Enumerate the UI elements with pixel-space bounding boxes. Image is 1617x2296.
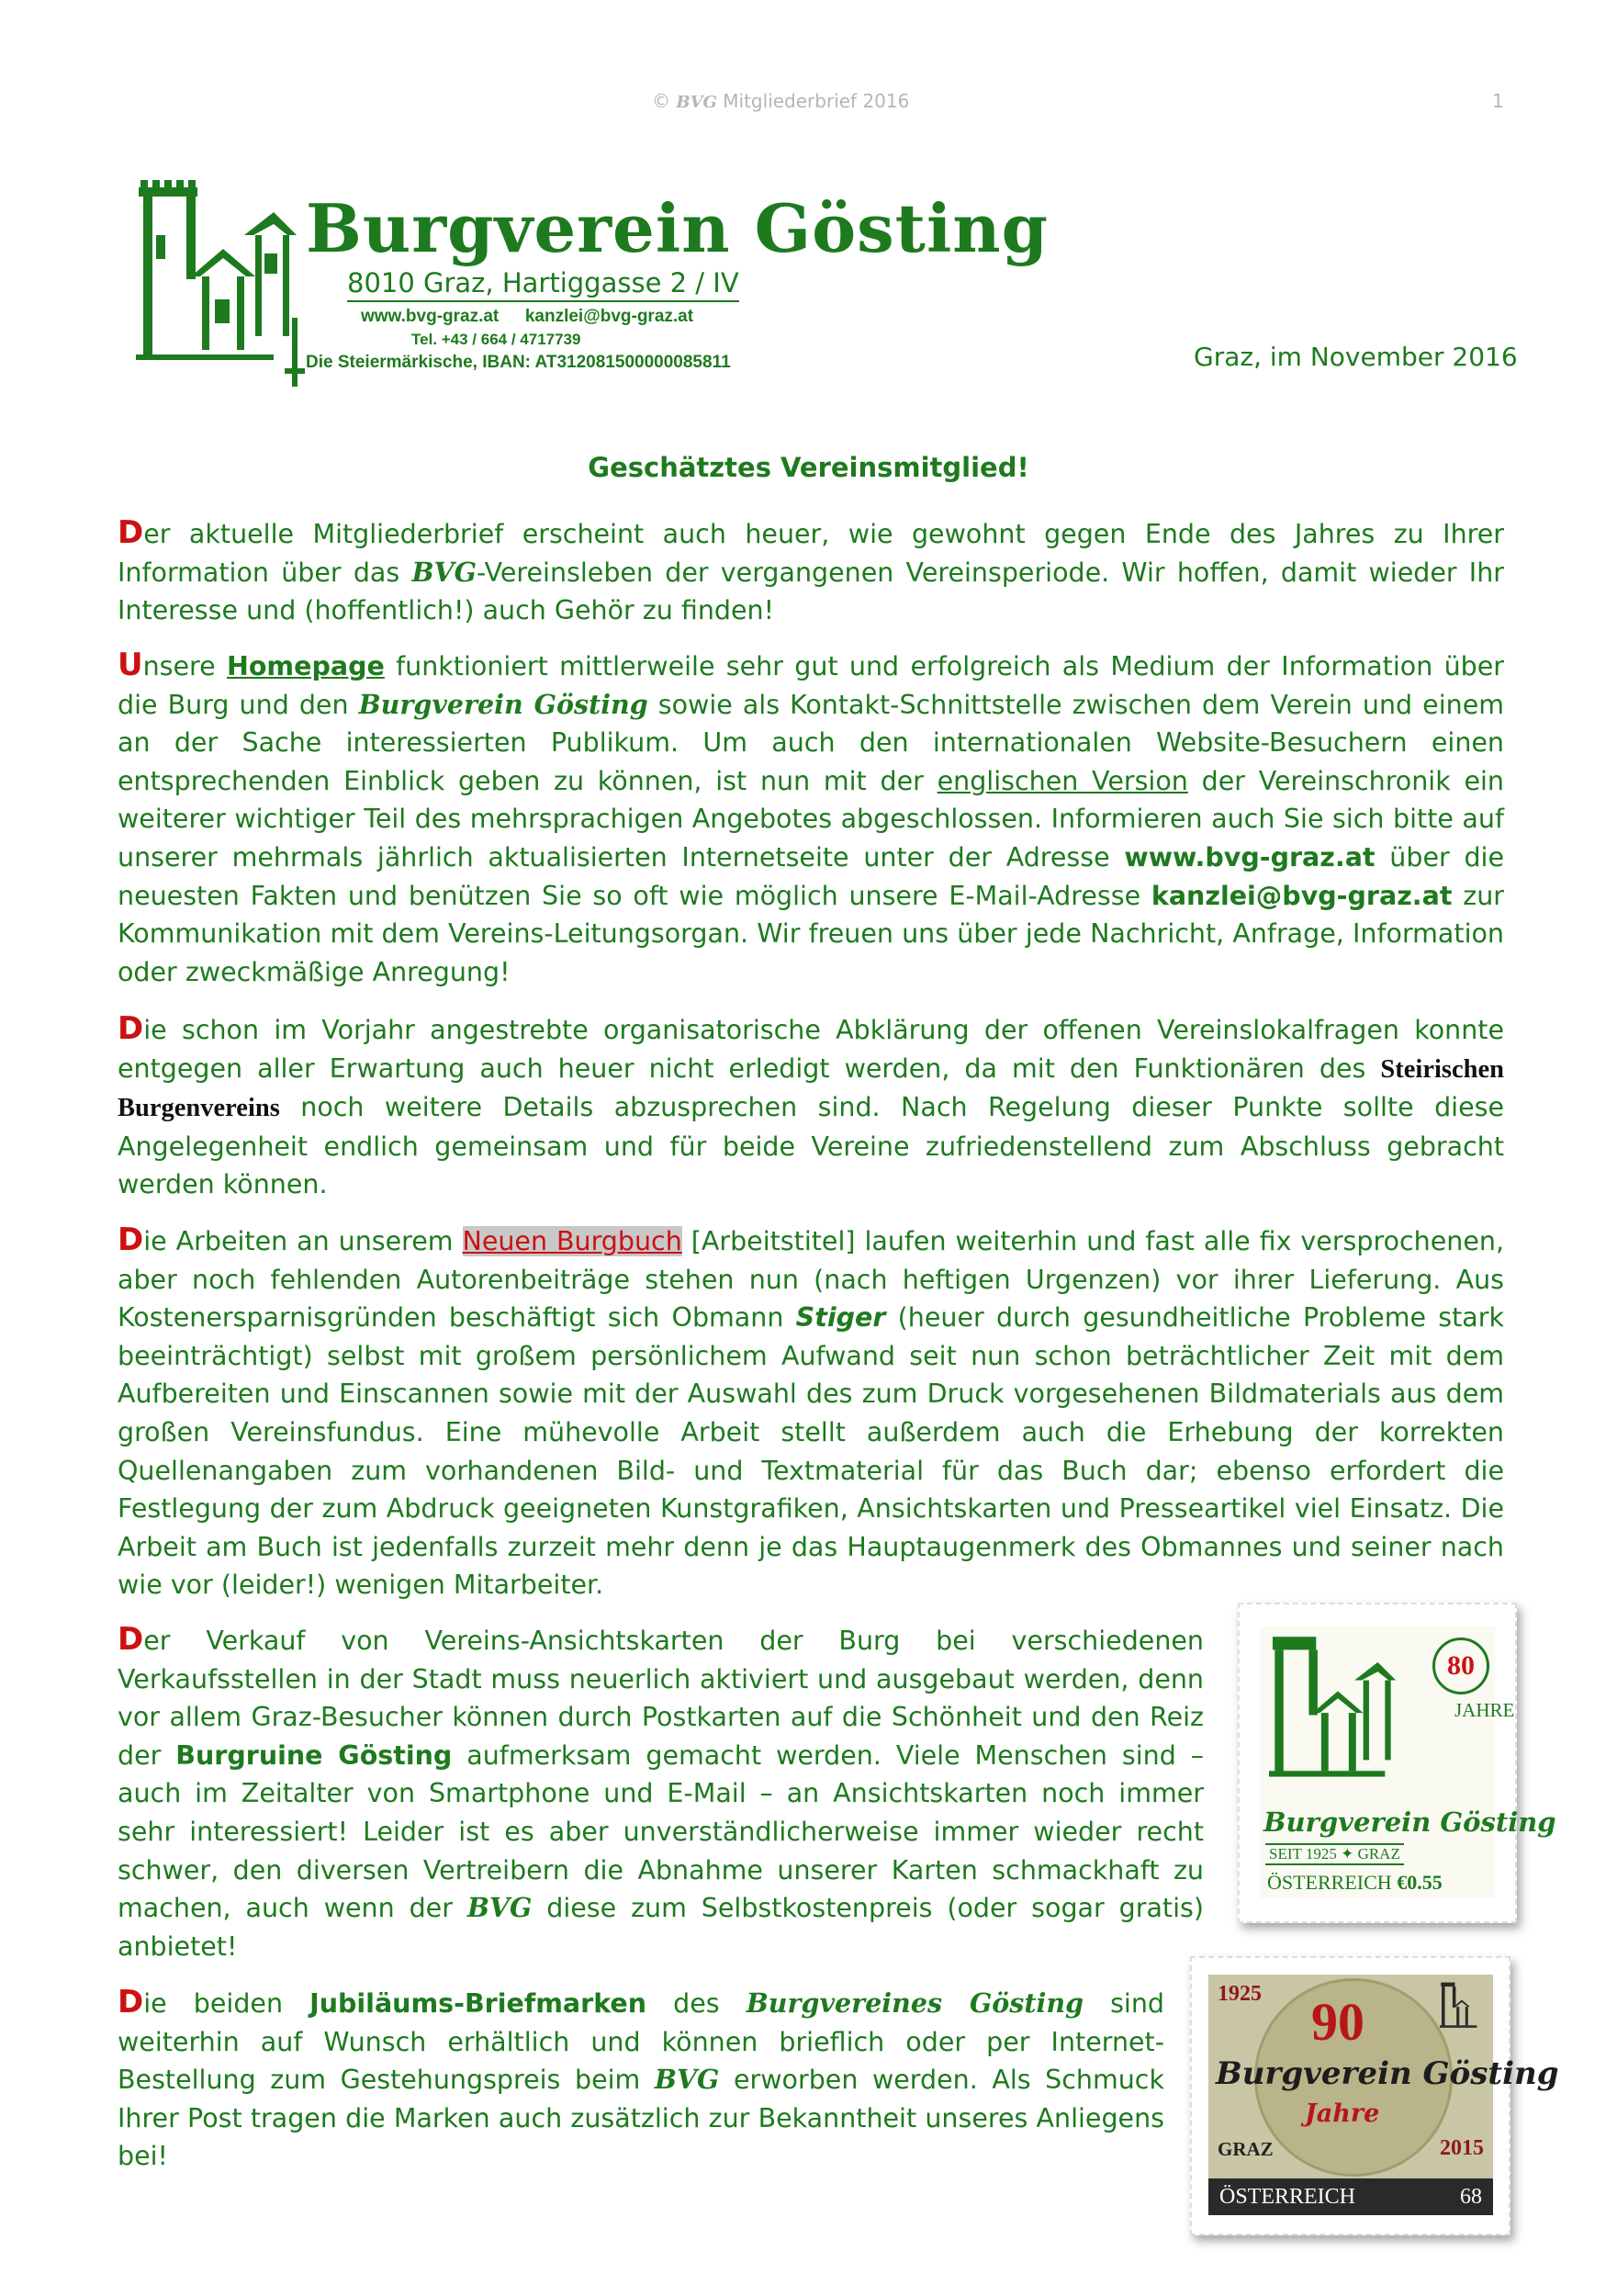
stamp-80-country: ÖSTERREICH [1267,1871,1392,1894]
club-name: Burgverein Gösting [306,189,1049,267]
header-doc-title: Mitgliederbrief 2016 [723,90,910,112]
stamp-90-subtitle: Jahre [1305,2099,1380,2128]
stamp-90-country: ÖSTERREICH [1219,2185,1356,2209]
paragraph-text: er aktuelle Mitgliederbrief erscheint auch heuer, wie gewohnt gegen Ende des Jahres zu Ihrer Information über das [118,519,1504,588]
dateline: Graz, im November 2016 [1194,342,1518,372]
paragraph-text: sowie als Kontakt-Schnittstelle zwischen dem Verein und einem an der Sache interessierten Publikum. Um auch den internationalen Website-Besuchern einen entsprechenden Einblick geben zu können, ist nun mit der [118,689,1504,796]
salutation: Geschätztes Vereinsmitglied! [588,452,1029,483]
paragraph-text: funktioniert mittlerweile sehr gut und erfolgreich als Medium der Information über die Burg und den [118,651,1504,720]
paragraph-text: über die neuesten Fakten und benützen Sie so oft wie möglich unsere E-Mail-Adresse [118,841,1504,911]
paragraph-stamps [118,1984,1164,2176]
paragraph-text: des [646,1988,747,2019]
stamp-80-years [1238,1603,1556,1923]
stamp-80-number: 80 [1432,1638,1489,1694]
homepage-link[interactable]: Homepage [227,651,385,681]
letterhead [136,180,1049,391]
club-phone: Tel. +43 / 664 / 4717739 [411,331,581,348]
stamp-90-face [1208,1975,1559,2215]
paragraph-book [118,1221,1504,1604]
drop-initial: D [118,1010,144,1047]
paragraph-text: der Vereinschronik ein weiterer wichtiger Teil des mehrsprachigen Angebotes abgeschlossen. Informieren auch Sie sich bitte auf unserer mehrmals jährlich aktualisierten Internetseite unter der Adresse [118,765,1504,872]
club-abbr: BVG [411,556,477,588]
paragraph-text: ie schon im Vorjahr angestrebte organisatorische Abklärung der offenen Vereinslokalfragen konnte entgegen aller Erwartung auch heuer nicht erledigt werden, da mit den Funktionären des [118,1015,1504,1084]
paragraph-premises [118,1010,1504,1204]
club-abbr: BVG [466,1892,533,1924]
stamp-80-since: SEIT 1925 ✦ GRAZ [1265,1843,1404,1865]
page-header [0,90,1617,127]
castle-logo-icon [136,180,310,387]
stamp-80-title: Burgverein Gösting [1263,1806,1556,1838]
email-address[interactable]: kanzlei@bvg-graz.at [1151,880,1453,911]
header-club-abbr: BVG [676,93,717,112]
drop-initial: D [118,1221,144,1258]
stamp-80-jahre: JAHRE [1454,1699,1515,1721]
drop-initial: D [118,514,144,551]
paragraph-text: noch weitere Details abzusprechen sind. Nach Regelung dieser Punkte sollte diese Angelegenheit endlich gemeinsam und für beide Vereine zufriedenstellend zum Abschluss gebracht werden können. [118,1092,1504,1200]
stamp-80-country-value [1267,1871,1443,1895]
book-link[interactable]: Neuen Burgbuch [462,1226,682,1256]
paragraph-text: er Verkauf von Vereins-Ansichtskarten der Burg bei verschiedenen Verkaufsstellen in der Stadt muss neuerlich aktiviert und ausgebaut werden, denn vor allem Graz-Besucher können durch Postkarten auf die Schönheit und den Reiz der [118,1626,1204,1771]
stamp-90-title: Burgverein Gösting [1216,2055,1559,2092]
paragraph-text: aufmerksam gemacht werden. Viele Menschen sind – auch im Zeitalter von Smartphone und E-Mail – an Ansichtskarten noch immer sehr interessiert! Leider ist es aber unverständlicherweise immer wieder recht schwer, den diversen Vertreibern die Abnahme unserer Karten schmackhaft zu machen, auch wenn der [118,1739,1204,1924]
paragraph-text: ie Arbeiten an unserem [143,1226,463,1256]
club-email-link[interactable]: kanzlei@bvg-graz.at [524,307,694,326]
club-address: 8010 Graz, Hartiggasse 2 / IV [347,267,739,302]
club-name-inline: Burgverein Gösting [358,688,648,720]
stamps-name: Jubiläums-Briefmarken [309,1988,647,2019]
paragraph-text: (heuer durch gesundheitliche Probleme stark beeinträchtigt) selbst mit großem persönlichem Aufwand seit nun schon beträchtlicher Zeit mit dem Aufbereiten und Einscannen sowie mit der Auswahl des zum Druck vorgesehenen Bildmaterials aus dem großen Vereinsfundus. Eine mühevolle Arbeit stellt außerdem auch die Erhebung der korrekten Quellenangaben zum vorhandenen Bild- und Textmaterial für das Buch dar; ebenso erfordert die Festlegung der zum Abdruck geeigneten Kunstgrafiken, Ansichtskarten und Presseartikel viel Einsatz. Die Arbeit am Buch ist jedenfalls zurzeit mehr denn je das Hauptaugenmerk des Obmannes und seiner nach wie vor (leider!) wenigen Mitarbeiter. [118,1302,1504,1601]
club-bank: Die Steiermärkische, IBAN: AT312081500000085811 [306,353,731,372]
paragraph-text: ie beiden [143,1988,310,2019]
paragraph-text: [Arbeitstitel] laufen weiterhin und fast alle fix versprochenen, aber noch fehlenden Autorenbeiträge stehen nun (nach heftigen Urgenzen) vor ihrer Lieferung. Aus Kostenersparnisgründen beschäftigt sich Obmann [118,1226,1504,1334]
stamp-90-year-start: 1925 [1218,1982,1262,2006]
copyright-symbol: © [652,90,670,112]
castle-icon [1269,1636,1407,1801]
website-url[interactable]: www.bvg-graz.at [1124,841,1376,872]
paragraph-text: sind weiterhin auf Wunsch erhältlich und können brieflich oder per Internet-Bestellung zum Gestehungspreis beim [118,1988,1165,2096]
club-name-inline: Burgvereines Gösting [746,1987,1084,2019]
stamp-90-city: GRAZ [1218,2138,1274,2160]
paragraph-text: erworben werden. Als Schmuck Ihrer Post tragen die Marken auch zusätzlich zur Bekanntheit unseres Anliegens bei! [118,2065,1164,2172]
paragraph-text: -Vereinsleben der vergangenen Vereinsperiode. Wir hoffen, damit wieder Ihr Interesse und (hoffentlich!) auch Gehör zu finden! [118,557,1504,626]
club-website-link[interactable]: www.bvg-graz.at [361,307,500,326]
paragraph-postcards [118,1621,1204,1965]
stamp-80-face [1260,1626,1556,1898]
drop-initial: U [118,647,143,683]
org-name: Steirischen Burgenvereins [118,1054,1504,1123]
stamp-80-value: €0.55 [1397,1871,1443,1894]
stamp-90-year-end: 2015 [1440,2136,1484,2160]
drop-initial: D [118,1621,144,1658]
paragraph-text: zur Kommunikation mit dem Vereins-Leitungsorgan. Wir freuen uns über jede Nachricht, Anfrage, Information oder zweckmäßige Anregung! [118,880,1504,987]
ruin-name: Burgruine Gösting [175,1739,453,1771]
stamp-90-footer [1208,2178,1493,2215]
paragraph-text: diese zum Selbstkostenpreis (oder sogar gratis) anbietet! [118,1893,1204,1962]
chairman-name: Stiger [795,1302,886,1334]
stamp-90-years [1190,1956,1559,2235]
stamp-90-value: 68 [1460,2185,1482,2209]
page-number: 1 [1492,90,1504,112]
paragraph-homepage [118,647,1504,991]
castle-icon [1440,1982,1484,2035]
paragraph-text: nsere [142,651,227,681]
header-title [652,90,909,112]
drop-initial: D [118,1984,144,2020]
club-abbr: BVG [654,2064,720,2096]
paragraph-intro [118,514,1504,630]
stamp-90-number: 90 [1311,1992,1364,2052]
english-version-link[interactable]: englischen Version [937,765,1188,796]
club-web-email [361,307,693,327]
